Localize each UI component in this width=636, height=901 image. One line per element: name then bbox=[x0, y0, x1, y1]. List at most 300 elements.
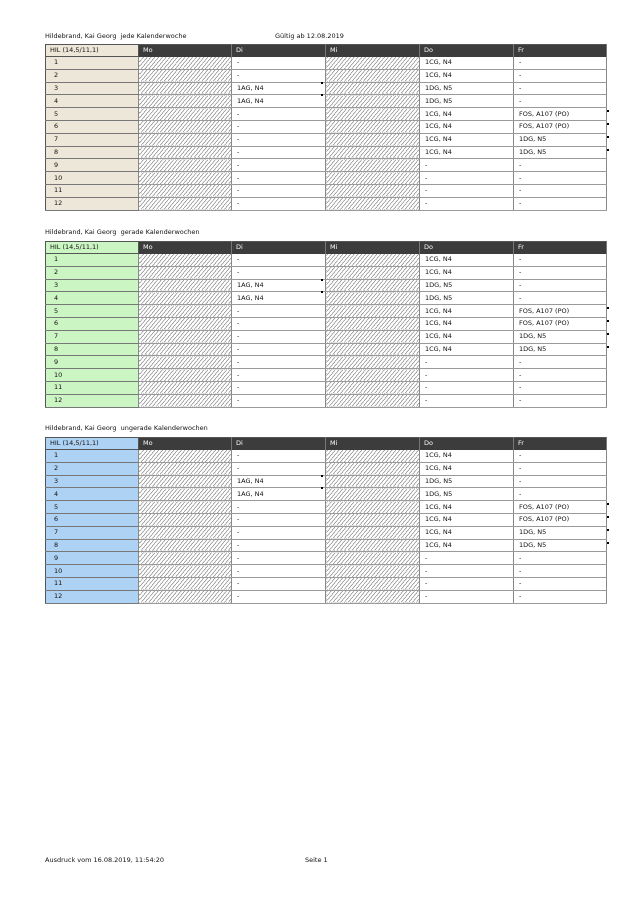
fr-cell: 1DG, N5 bbox=[514, 539, 607, 552]
print-timestamp: Ausdruck vom 16.08.2019, 11:54:20 bbox=[45, 856, 165, 864]
table-row bbox=[46, 488, 607, 501]
table-row bbox=[46, 552, 607, 565]
mo-free-cell bbox=[139, 120, 232, 133]
di-cell: - bbox=[232, 317, 326, 330]
hour-cell: 8 bbox=[46, 146, 139, 159]
teacher-code-header: HIL (14,5/11,1) bbox=[46, 242, 139, 254]
fr-cell: - bbox=[514, 381, 607, 394]
mo-free-cell bbox=[139, 501, 232, 514]
mi-free-cell bbox=[326, 526, 420, 539]
hour-cell: 11 bbox=[46, 381, 139, 394]
mi-free-cell bbox=[326, 120, 420, 133]
do-cell: 1CG, N4 bbox=[420, 462, 514, 475]
hour-cell: 1 bbox=[46, 450, 139, 463]
fr-cell: - bbox=[514, 462, 607, 475]
day-header-mo: Mo bbox=[139, 45, 232, 57]
mo-free-cell bbox=[139, 462, 232, 475]
do-cell: 1DG, N5 bbox=[420, 279, 514, 292]
day-header-do: Do bbox=[420, 438, 514, 450]
table-row bbox=[46, 450, 607, 463]
di-cell: - bbox=[232, 394, 326, 407]
table-row bbox=[46, 279, 607, 292]
di-cell: - bbox=[232, 184, 326, 197]
fr-cell: 1DG, N5 bbox=[514, 330, 607, 343]
double-lesson-marker bbox=[607, 542, 609, 544]
di-cell: - bbox=[232, 539, 326, 552]
hour-cell: 2 bbox=[46, 462, 139, 475]
hour-cell: 5 bbox=[46, 501, 139, 514]
do-cell: 1CG, N4 bbox=[420, 305, 514, 318]
di-cell: - bbox=[232, 501, 326, 514]
day-header-do: Do bbox=[420, 45, 514, 57]
do-cell: 1DG, N5 bbox=[420, 292, 514, 305]
di-cell: - bbox=[232, 108, 326, 121]
mo-free-cell bbox=[139, 279, 232, 292]
day-header-di: Di bbox=[232, 242, 326, 254]
table-row bbox=[46, 133, 607, 146]
hour-cell: 3 bbox=[46, 475, 139, 488]
di-cell: - bbox=[232, 146, 326, 159]
fr-cell: - bbox=[514, 159, 607, 172]
mo-free-cell bbox=[139, 590, 232, 603]
table-row bbox=[46, 356, 607, 369]
table-row bbox=[46, 577, 607, 590]
timetable-header-row bbox=[46, 45, 607, 57]
mo-free-cell bbox=[139, 95, 232, 108]
hour-cell: 7 bbox=[46, 133, 139, 146]
mo-free-cell bbox=[139, 552, 232, 565]
day-header-fr: Fr bbox=[514, 242, 607, 254]
mo-free-cell bbox=[139, 305, 232, 318]
double-lesson-marker bbox=[607, 503, 609, 505]
mo-free-cell bbox=[139, 197, 232, 210]
do-cell: - bbox=[420, 381, 514, 394]
table-row bbox=[46, 146, 607, 159]
di-cell: - bbox=[232, 450, 326, 463]
hour-cell: 7 bbox=[46, 330, 139, 343]
table-row bbox=[46, 381, 607, 394]
di-cell: - bbox=[232, 266, 326, 279]
fr-cell: - bbox=[514, 184, 607, 197]
do-cell: 1CG, N4 bbox=[420, 450, 514, 463]
di-cell: - bbox=[232, 57, 326, 70]
hour-cell: 9 bbox=[46, 356, 139, 369]
hour-cell: 12 bbox=[46, 590, 139, 603]
do-cell: - bbox=[420, 356, 514, 369]
timetable-even-weeks bbox=[45, 241, 607, 408]
di-cell: - bbox=[232, 513, 326, 526]
mo-free-cell bbox=[139, 292, 232, 305]
mo-free-cell bbox=[139, 266, 232, 279]
hour-cell: 2 bbox=[46, 266, 139, 279]
di-cell: - bbox=[232, 343, 326, 356]
section-title-odd-weeks: Hildebrand, Kai Georg ungerade Kalenderwochen bbox=[45, 424, 208, 432]
di-cell: - bbox=[232, 462, 326, 475]
day-header-fr: Fr bbox=[514, 438, 607, 450]
table-row bbox=[46, 526, 607, 539]
di-cell: 1AG, N4 bbox=[232, 95, 326, 108]
teacher-code-header: HIL (14,5/11,1) bbox=[46, 438, 139, 450]
di-cell: 1AG, N4 bbox=[232, 475, 326, 488]
double-lesson-marker bbox=[321, 279, 323, 281]
fr-cell: - bbox=[514, 552, 607, 565]
mi-free-cell bbox=[326, 394, 420, 407]
mo-free-cell bbox=[139, 343, 232, 356]
double-lesson-marker bbox=[607, 516, 609, 518]
hour-cell: 4 bbox=[46, 95, 139, 108]
mi-free-cell bbox=[326, 450, 420, 463]
di-cell: - bbox=[232, 590, 326, 603]
timetable-header-row bbox=[46, 438, 607, 450]
mi-free-cell bbox=[326, 513, 420, 526]
fr-cell: - bbox=[514, 266, 607, 279]
do-cell: - bbox=[420, 159, 514, 172]
do-cell: 1CG, N4 bbox=[420, 526, 514, 539]
double-lesson-marker bbox=[321, 94, 323, 96]
do-cell: - bbox=[420, 565, 514, 578]
fr-cell: - bbox=[514, 57, 607, 70]
hour-cell: 10 bbox=[46, 369, 139, 382]
mo-free-cell bbox=[139, 513, 232, 526]
di-cell: 1AG, N4 bbox=[232, 488, 326, 501]
do-cell: 1CG, N4 bbox=[420, 539, 514, 552]
mi-free-cell bbox=[326, 82, 420, 95]
mo-free-cell bbox=[139, 184, 232, 197]
fr-cell: - bbox=[514, 369, 607, 382]
di-cell: - bbox=[232, 356, 326, 369]
fr-cell: FOS, A107 (PO) bbox=[514, 317, 607, 330]
di-cell: - bbox=[232, 254, 326, 267]
do-cell: 1DG, N5 bbox=[420, 475, 514, 488]
hour-cell: 4 bbox=[46, 488, 139, 501]
table-row bbox=[46, 513, 607, 526]
double-lesson-marker bbox=[321, 291, 323, 293]
fr-cell: FOS, A107 (PO) bbox=[514, 120, 607, 133]
table-row bbox=[46, 95, 607, 108]
hour-cell: 1 bbox=[46, 254, 139, 267]
table-row bbox=[46, 343, 607, 356]
mi-free-cell bbox=[326, 279, 420, 292]
fr-cell: - bbox=[514, 69, 607, 82]
day-header-mi: Mi bbox=[326, 45, 420, 57]
fr-cell: - bbox=[514, 279, 607, 292]
mo-free-cell bbox=[139, 146, 232, 159]
mi-free-cell bbox=[326, 565, 420, 578]
day-header-do: Do bbox=[420, 242, 514, 254]
table-row bbox=[46, 501, 607, 514]
mo-free-cell bbox=[139, 254, 232, 267]
do-cell: 1CG, N4 bbox=[420, 513, 514, 526]
hour-cell: 10 bbox=[46, 565, 139, 578]
section-title-all-weeks: Hildebrand, Kai Georg jede Kalenderwoche bbox=[45, 32, 187, 40]
hour-cell: 12 bbox=[46, 394, 139, 407]
mi-free-cell bbox=[326, 488, 420, 501]
timetable-odd-weeks bbox=[45, 437, 607, 604]
timetable-all-weeks bbox=[45, 44, 607, 211]
hour-cell: 3 bbox=[46, 279, 139, 292]
mi-free-cell bbox=[326, 197, 420, 210]
do-cell: - bbox=[420, 552, 514, 565]
mi-free-cell bbox=[326, 57, 420, 70]
table-row bbox=[46, 565, 607, 578]
page-number: Seite 1 bbox=[305, 856, 328, 864]
fr-cell: - bbox=[514, 95, 607, 108]
do-cell: 1CG, N4 bbox=[420, 501, 514, 514]
hour-cell: 2 bbox=[46, 69, 139, 82]
do-cell: 1CG, N4 bbox=[420, 330, 514, 343]
mi-free-cell bbox=[326, 266, 420, 279]
di-cell: 1AG, N4 bbox=[232, 279, 326, 292]
mi-free-cell bbox=[326, 462, 420, 475]
mo-free-cell bbox=[139, 172, 232, 185]
mi-free-cell bbox=[326, 475, 420, 488]
double-lesson-marker bbox=[607, 110, 609, 112]
mi-free-cell bbox=[326, 577, 420, 590]
hour-cell: 6 bbox=[46, 317, 139, 330]
section-title-even-weeks: Hildebrand, Kai Georg gerade Kalenderwochen bbox=[45, 228, 200, 236]
double-lesson-marker bbox=[607, 136, 609, 138]
do-cell: 1CG, N4 bbox=[420, 146, 514, 159]
mi-free-cell bbox=[326, 159, 420, 172]
table-row bbox=[46, 69, 607, 82]
do-cell: - bbox=[420, 184, 514, 197]
hour-cell: 11 bbox=[46, 184, 139, 197]
fr-cell: - bbox=[514, 172, 607, 185]
hour-cell: 9 bbox=[46, 552, 139, 565]
mo-free-cell bbox=[139, 369, 232, 382]
table-row bbox=[46, 57, 607, 70]
mo-free-cell bbox=[139, 450, 232, 463]
mi-free-cell bbox=[326, 356, 420, 369]
do-cell: 1CG, N4 bbox=[420, 343, 514, 356]
di-cell: - bbox=[232, 133, 326, 146]
mi-free-cell bbox=[326, 381, 420, 394]
fr-cell: FOS, A107 (PO) bbox=[514, 108, 607, 121]
do-cell: 1CG, N4 bbox=[420, 266, 514, 279]
di-cell: - bbox=[232, 159, 326, 172]
day-header-mi: Mi bbox=[326, 438, 420, 450]
mi-free-cell bbox=[326, 95, 420, 108]
mo-free-cell bbox=[139, 330, 232, 343]
day-header-mo: Mo bbox=[139, 438, 232, 450]
double-lesson-marker bbox=[321, 82, 323, 84]
double-lesson-marker bbox=[607, 346, 609, 348]
mi-free-cell bbox=[326, 539, 420, 552]
mo-free-cell bbox=[139, 133, 232, 146]
do-cell: 1CG, N4 bbox=[420, 254, 514, 267]
table-row bbox=[46, 394, 607, 407]
mo-free-cell bbox=[139, 356, 232, 369]
hour-cell: 11 bbox=[46, 577, 139, 590]
table-row bbox=[46, 159, 607, 172]
table-row bbox=[46, 292, 607, 305]
double-lesson-marker bbox=[607, 123, 609, 125]
table-row bbox=[46, 539, 607, 552]
fr-cell: - bbox=[514, 450, 607, 463]
di-cell: - bbox=[232, 526, 326, 539]
timetable-header-row bbox=[46, 242, 607, 254]
mi-free-cell bbox=[326, 369, 420, 382]
fr-cell: - bbox=[514, 475, 607, 488]
mo-free-cell bbox=[139, 82, 232, 95]
fr-cell: - bbox=[514, 577, 607, 590]
do-cell: - bbox=[420, 577, 514, 590]
di-cell: - bbox=[232, 330, 326, 343]
fr-cell: - bbox=[514, 254, 607, 267]
hour-cell: 6 bbox=[46, 513, 139, 526]
do-cell: 1CG, N4 bbox=[420, 57, 514, 70]
double-lesson-marker bbox=[607, 529, 609, 531]
double-lesson-marker bbox=[321, 475, 323, 477]
table-row bbox=[46, 590, 607, 603]
mo-free-cell bbox=[139, 475, 232, 488]
do-cell: 1CG, N4 bbox=[420, 120, 514, 133]
di-cell: - bbox=[232, 172, 326, 185]
fr-cell: 1DG, N5 bbox=[514, 526, 607, 539]
hour-cell: 4 bbox=[46, 292, 139, 305]
di-cell: - bbox=[232, 369, 326, 382]
mo-free-cell bbox=[139, 57, 232, 70]
mi-free-cell bbox=[326, 133, 420, 146]
table-row bbox=[46, 82, 607, 95]
teacher-code-header: HIL (14,5/11,1) bbox=[46, 45, 139, 57]
di-cell: - bbox=[232, 305, 326, 318]
fr-cell: FOS, A107 (PO) bbox=[514, 305, 607, 318]
day-header-mo: Mo bbox=[139, 242, 232, 254]
mi-free-cell bbox=[326, 184, 420, 197]
mo-free-cell bbox=[139, 394, 232, 407]
table-row bbox=[46, 254, 607, 267]
fr-cell: 1DG, N5 bbox=[514, 343, 607, 356]
mo-free-cell bbox=[139, 539, 232, 552]
table-row bbox=[46, 369, 607, 382]
fr-cell: - bbox=[514, 292, 607, 305]
double-lesson-marker bbox=[607, 307, 609, 309]
hour-cell: 8 bbox=[46, 539, 139, 552]
mo-free-cell bbox=[139, 577, 232, 590]
do-cell: 1CG, N4 bbox=[420, 108, 514, 121]
table-row bbox=[46, 305, 607, 318]
mi-free-cell bbox=[326, 172, 420, 185]
mi-free-cell bbox=[326, 254, 420, 267]
mi-free-cell bbox=[326, 343, 420, 356]
valid-from-date: Gültig ab 12.08.2019 bbox=[275, 32, 344, 40]
day-header-fr: Fr bbox=[514, 45, 607, 57]
hour-cell: 5 bbox=[46, 305, 139, 318]
do-cell: - bbox=[420, 369, 514, 382]
di-cell: - bbox=[232, 120, 326, 133]
fr-cell: - bbox=[514, 394, 607, 407]
fr-cell: 1DG, N5 bbox=[514, 133, 607, 146]
hour-cell: 6 bbox=[46, 120, 139, 133]
mi-free-cell bbox=[326, 330, 420, 343]
di-cell: - bbox=[232, 577, 326, 590]
table-row bbox=[46, 108, 607, 121]
mi-free-cell bbox=[326, 146, 420, 159]
di-cell: - bbox=[232, 69, 326, 82]
fr-cell: FOS, A107 (PO) bbox=[514, 501, 607, 514]
fr-cell: - bbox=[514, 197, 607, 210]
hour-cell: 1 bbox=[46, 57, 139, 70]
mo-free-cell bbox=[139, 565, 232, 578]
mo-free-cell bbox=[139, 488, 232, 501]
do-cell: - bbox=[420, 197, 514, 210]
double-lesson-marker bbox=[607, 149, 609, 151]
hour-cell: 10 bbox=[46, 172, 139, 185]
di-cell: - bbox=[232, 381, 326, 394]
di-cell: 1AG, N4 bbox=[232, 82, 326, 95]
hour-cell: 5 bbox=[46, 108, 139, 121]
mi-free-cell bbox=[326, 552, 420, 565]
table-row bbox=[46, 266, 607, 279]
hour-cell: 3 bbox=[46, 82, 139, 95]
table-row bbox=[46, 172, 607, 185]
mi-free-cell bbox=[326, 292, 420, 305]
di-cell: - bbox=[232, 197, 326, 210]
day-header-mi: Mi bbox=[326, 242, 420, 254]
table-row bbox=[46, 184, 607, 197]
do-cell: 1DG, N5 bbox=[420, 95, 514, 108]
do-cell: 1CG, N4 bbox=[420, 69, 514, 82]
fr-cell: - bbox=[514, 82, 607, 95]
mi-free-cell bbox=[326, 69, 420, 82]
day-header-di: Di bbox=[232, 45, 326, 57]
double-lesson-marker bbox=[607, 320, 609, 322]
di-cell: - bbox=[232, 565, 326, 578]
mo-free-cell bbox=[139, 526, 232, 539]
table-row bbox=[46, 120, 607, 133]
mo-free-cell bbox=[139, 317, 232, 330]
table-row bbox=[46, 197, 607, 210]
mo-free-cell bbox=[139, 381, 232, 394]
double-lesson-marker bbox=[321, 487, 323, 489]
double-lesson-marker bbox=[607, 333, 609, 335]
fr-cell: - bbox=[514, 565, 607, 578]
hour-cell: 7 bbox=[46, 526, 139, 539]
do-cell: - bbox=[420, 394, 514, 407]
do-cell: - bbox=[420, 172, 514, 185]
mi-free-cell bbox=[326, 108, 420, 121]
di-cell: 1AG, N4 bbox=[232, 292, 326, 305]
mo-free-cell bbox=[139, 108, 232, 121]
mi-free-cell bbox=[326, 305, 420, 318]
fr-cell: - bbox=[514, 488, 607, 501]
do-cell: 1DG, N5 bbox=[420, 82, 514, 95]
fr-cell: 1DG, N5 bbox=[514, 146, 607, 159]
do-cell: 1CG, N4 bbox=[420, 317, 514, 330]
table-row bbox=[46, 475, 607, 488]
hour-cell: 8 bbox=[46, 343, 139, 356]
mo-free-cell bbox=[139, 159, 232, 172]
hour-cell: 12 bbox=[46, 197, 139, 210]
fr-cell: FOS, A107 (PO) bbox=[514, 513, 607, 526]
table-row bbox=[46, 462, 607, 475]
mo-free-cell bbox=[139, 69, 232, 82]
do-cell: 1CG, N4 bbox=[420, 133, 514, 146]
day-header-di: Di bbox=[232, 438, 326, 450]
mi-free-cell bbox=[326, 317, 420, 330]
fr-cell: - bbox=[514, 356, 607, 369]
mi-free-cell bbox=[326, 590, 420, 603]
table-row bbox=[46, 330, 607, 343]
do-cell: 1DG, N5 bbox=[420, 488, 514, 501]
do-cell: - bbox=[420, 590, 514, 603]
fr-cell: - bbox=[514, 590, 607, 603]
table-row bbox=[46, 317, 607, 330]
di-cell: - bbox=[232, 552, 326, 565]
hour-cell: 9 bbox=[46, 159, 139, 172]
mi-free-cell bbox=[326, 501, 420, 514]
